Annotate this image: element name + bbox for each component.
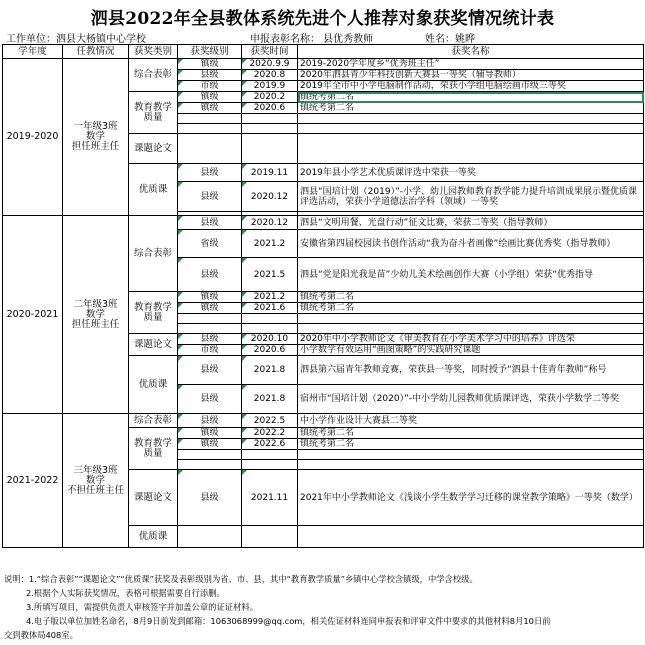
award-name-cell[interactable]: 泗县“国培计划（2019）”-小学、幼儿园教师教育教学能力提升培训成果展示暨优质课评选活动，荣获小学道德法治学科（领域）一等奖 bbox=[298, 182, 644, 212]
empty-cell[interactable] bbox=[298, 124, 644, 134]
category-lesson: 优质课 bbox=[129, 356, 178, 414]
time-cell[interactable]: 2020.2 bbox=[242, 92, 298, 103]
info-bar bbox=[0, 29, 645, 44]
level-cell[interactable]: 县级 bbox=[178, 334, 242, 345]
level-cell[interactable]: 县级 bbox=[178, 216, 242, 230]
empty-cell[interactable] bbox=[298, 324, 644, 334]
level-cell[interactable]: 县级 bbox=[178, 164, 242, 182]
empty-cell[interactable] bbox=[298, 314, 644, 324]
empty-cell[interactable] bbox=[242, 460, 298, 470]
award-name-cell[interactable]: 宿州市“国培计划（2020）”-中小学幼儿园教师优质课评选，荣获小学数学二等奖 bbox=[298, 385, 644, 414]
header-duty: 任教情况 bbox=[63, 45, 129, 59]
empty-cell[interactable] bbox=[178, 124, 242, 134]
category-paper: 课题论文 bbox=[129, 134, 178, 164]
empty-cell[interactable] bbox=[242, 324, 298, 334]
award-name-cell[interactable]: 镇统考第二名 bbox=[298, 103, 644, 114]
time-cell[interactable]: 2020.8 bbox=[242, 70, 298, 81]
duty-cell: 一年级3班 数学 担任班主任 bbox=[63, 59, 129, 216]
note-line: 交到教体局408室。 bbox=[4, 630, 78, 640]
award-name-cell[interactable]: 2019年县小学艺术优质课评选中荣获一等奖 bbox=[298, 164, 644, 182]
time-cell[interactable]: 2021.6 bbox=[242, 303, 298, 314]
header-row bbox=[3, 45, 644, 59]
time-cell[interactable]: 2020.6 bbox=[242, 103, 298, 114]
level-cell[interactable]: 镇级 bbox=[178, 92, 242, 103]
time-cell[interactable]: 2021.2 bbox=[242, 292, 298, 303]
empty-cell[interactable] bbox=[178, 314, 242, 324]
category-paper: 课题论文 bbox=[129, 470, 178, 526]
empty-cell[interactable] bbox=[298, 450, 644, 460]
time-cell[interactable]: 2022.6 bbox=[242, 439, 298, 450]
time-cell[interactable]: 2019.11 bbox=[242, 164, 298, 182]
award-name-cell[interactable]: 2020年中小学教师论文《审美教育在小学美术学习中的培养》评选荣 bbox=[298, 334, 644, 345]
level-cell[interactable]: 县级 bbox=[178, 356, 242, 385]
award-name-cell[interactable]: 2019年全市中小学电脑制作活动，荣获小学组电脑绘画市级三等奖 bbox=[298, 81, 644, 92]
time-cell[interactable]: 2021.8 bbox=[242, 356, 298, 385]
award-name-cell[interactable]: 安徽省第四届校园读书创作活动“我为奋斗者画像”绘画比赛优秀奖（指导教师） bbox=[298, 230, 644, 258]
year-cell: 2020-2021 bbox=[3, 216, 63, 414]
empty-cell[interactable] bbox=[242, 134, 298, 164]
empty-cell[interactable] bbox=[298, 134, 644, 164]
empty-cell[interactable] bbox=[242, 114, 298, 124]
header-award-type: 获奖类别 bbox=[129, 45, 178, 59]
empty-cell[interactable] bbox=[242, 124, 298, 134]
time-cell[interactable]: 2022.5 bbox=[242, 414, 298, 428]
level-cell[interactable]: 县级 bbox=[178, 385, 242, 414]
time-cell[interactable]: 2022.2 bbox=[242, 428, 298, 439]
time-cell[interactable]: 2020.12 bbox=[242, 182, 298, 212]
note-line: 4.电子版以单位加姓名命名，8月9日前发到邮箱：1063068999@qq.com，相关佐证材料连同申报表和评审文件中要求的其他材料8月10日前 bbox=[26, 616, 551, 626]
time-cell[interactable]: 2021.5 bbox=[242, 258, 298, 292]
header-award-level: 获奖级别 bbox=[178, 45, 242, 59]
category-comprehensive: 综合表彰 bbox=[129, 216, 178, 292]
award-name-cell[interactable]: 2019-2020学年度乡“优秀班主任” bbox=[298, 59, 644, 70]
award-name-cell[interactable]: 镇统考第二名 bbox=[298, 428, 644, 439]
empty-cell[interactable] bbox=[178, 134, 242, 164]
award-name-cell[interactable]: 中小学作业设计大赛县二等奖 bbox=[298, 414, 644, 428]
time-cell[interactable]: 2019.9 bbox=[242, 81, 298, 92]
level-cell[interactable]: 省级 bbox=[178, 230, 242, 258]
note-line: 3.所填写项目，需提供负责人审核签字并加盖公章的证证材料。 bbox=[26, 602, 258, 612]
duty-cell: 二年级3班 数学 担任班主任 bbox=[63, 216, 129, 414]
time-cell[interactable]: 2020.9.9 bbox=[242, 59, 298, 70]
award-name-cell[interactable]: 小学数学有效运用“画图策略”的实践研究课题 bbox=[298, 345, 644, 356]
header-award-time: 获奖时间 bbox=[242, 45, 298, 59]
award-name-cell[interactable]: 2020年泗县青少年科技创新大赛县一等奖（辅导教师） bbox=[298, 70, 644, 81]
level-cell[interactable]: 镇级 bbox=[178, 428, 242, 439]
level-cell[interactable]: 市级 bbox=[178, 81, 242, 92]
header-award-name: 获奖名称 bbox=[298, 45, 644, 59]
work-unit: 工作单位：泗县大杨镇中心学校 bbox=[6, 34, 146, 45]
note-line: 说明：1.“综合表彰”“课题论文”“优质课”获奖及表彰级别为省、市、县，其中“教育教学质量”乡镇中心学校含镇级，中学含校级。 bbox=[4, 574, 478, 584]
category-quality: 教育教学质量 bbox=[129, 292, 178, 334]
year-cell: 2019-2020 bbox=[3, 59, 63, 216]
award-name-cell[interactable]: 泗县“党是阳光我是苗”少幼儿美术绘画创作大赛（小学组）荣获“优秀指导 bbox=[298, 258, 644, 292]
header-year: 学年度 bbox=[3, 45, 63, 59]
level-cell[interactable]: 县级 bbox=[178, 470, 242, 526]
empty-cell[interactable] bbox=[242, 526, 298, 548]
empty-cell[interactable] bbox=[178, 526, 242, 548]
empty-cell[interactable] bbox=[242, 450, 298, 460]
note-line: 2.根据个人实际获奖情况，表格可根据需要自行添删。 bbox=[26, 588, 225, 598]
award-name-cell-selected[interactable]: 镇统考第二名 bbox=[298, 92, 644, 103]
level-cell[interactable]: 县级 bbox=[178, 70, 242, 81]
award-name-cell[interactable]: 镇统考第二名 bbox=[298, 303, 644, 314]
time-cell[interactable]: 2021.8 bbox=[242, 385, 298, 414]
award-name-cell[interactable]: 泗县第六届青年教师竞赛，荣获县一等奖，同时授予“泗县十佳青年教师”称号 bbox=[298, 356, 644, 385]
year-cell: 2021-2022 bbox=[3, 414, 63, 548]
level-cell[interactable]: 县级 bbox=[178, 258, 242, 292]
table-row bbox=[3, 216, 644, 230]
time-cell[interactable]: 2020.10 bbox=[242, 334, 298, 345]
empty-cell[interactable] bbox=[298, 460, 644, 470]
level-cell[interactable]: 县级 bbox=[178, 414, 242, 428]
empty-cell[interactable] bbox=[242, 314, 298, 324]
category-comprehensive: 综合表彰 bbox=[129, 414, 178, 428]
category-quality: 教育教学质量 bbox=[129, 428, 178, 470]
time-cell[interactable]: 2020.6 bbox=[242, 345, 298, 356]
empty-cell[interactable] bbox=[178, 450, 242, 460]
empty-cell[interactable] bbox=[178, 324, 242, 334]
empty-cell[interactable] bbox=[298, 526, 644, 548]
level-cell[interactable]: 镇级 bbox=[178, 103, 242, 114]
award-name-cell[interactable]: 2021年中小学教师论文《浅谈小学生数学学习迁移的课堂教学策略》一等奖（数学） bbox=[298, 470, 644, 526]
level-cell[interactable]: 镇级 bbox=[178, 59, 242, 70]
award-name-cell[interactable]: 镇统考第二名 bbox=[298, 439, 644, 450]
award-table bbox=[2, 44, 644, 548]
category-lesson: 优质课 bbox=[129, 164, 178, 216]
award-category: 申报表彰名称： 县优秀教师 bbox=[250, 34, 374, 45]
category-lesson: 优质课 bbox=[129, 526, 178, 548]
level-cell[interactable]: 县级 bbox=[178, 182, 242, 212]
table-row bbox=[3, 59, 644, 70]
category-comprehensive: 综合表彰 bbox=[129, 59, 178, 92]
empty-cell[interactable] bbox=[298, 114, 644, 124]
level-cell[interactable]: 镇级 bbox=[178, 303, 242, 314]
award-name-cell[interactable]: 泗县“文明用餐、光盘行动”征文比赛，荣获二等奖（指导教师） bbox=[298, 216, 644, 230]
table-row bbox=[3, 414, 644, 428]
empty-cell[interactable] bbox=[178, 114, 242, 124]
award-name-cell[interactable]: 镇统考第二名 bbox=[298, 292, 644, 303]
level-cell[interactable]: 镇级 bbox=[178, 292, 242, 303]
person-name: 姓名：姚晔 bbox=[425, 34, 475, 45]
category-quality: 教育教学质量 bbox=[129, 92, 178, 134]
empty-cell[interactable] bbox=[178, 460, 242, 470]
duty-cell: 三年级3班 数学 不担任班主任 bbox=[63, 414, 129, 548]
category-paper: 课题论文 bbox=[129, 334, 178, 356]
time-cell[interactable]: 2020.12 bbox=[242, 216, 298, 230]
level-cell[interactable]: 市级 bbox=[178, 345, 242, 356]
level-cell[interactable]: 镇级 bbox=[178, 439, 242, 450]
time-cell[interactable]: 2021.2 bbox=[242, 230, 298, 258]
notes-section bbox=[4, 572, 644, 642]
page-title: 泗县2022年全县教体系统先进个人推荐对象获奖情况统计表 bbox=[90, 9, 555, 29]
time-cell[interactable]: 2021.11 bbox=[242, 470, 298, 526]
